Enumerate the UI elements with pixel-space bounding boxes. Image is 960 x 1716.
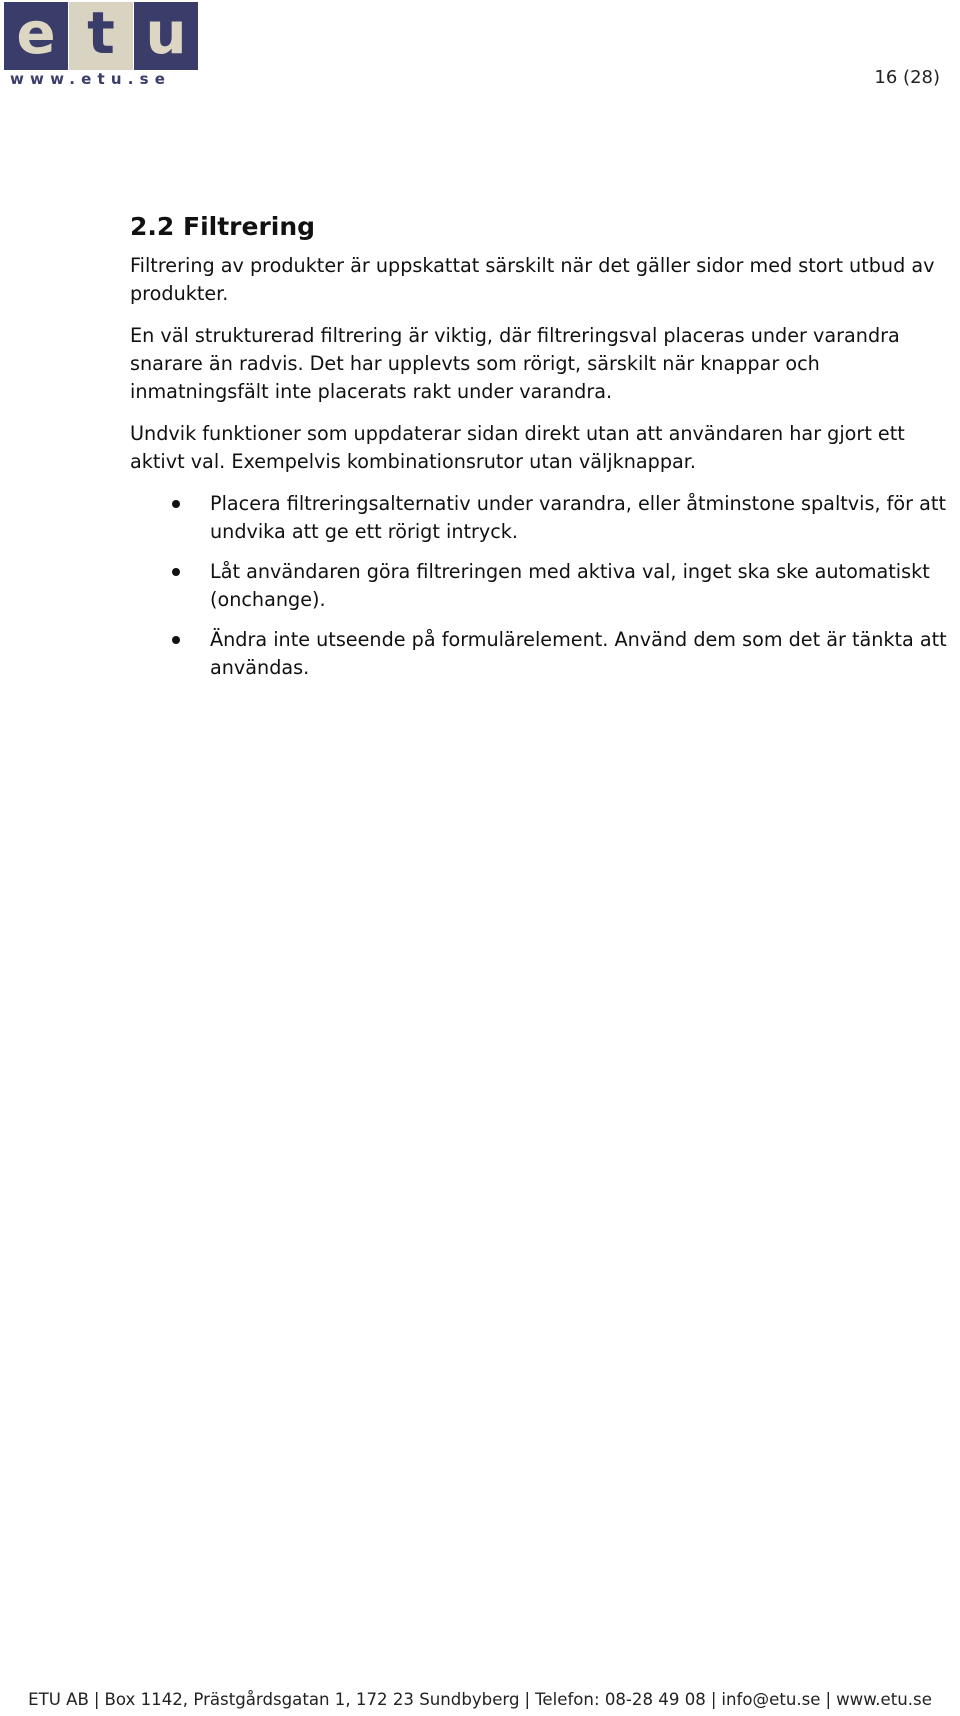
footer-email[interactable]: info@etu.se [721,1690,821,1709]
list-item [130,558,960,614]
bullet-icon [172,500,180,508]
footer-address: Box 1142, Prästgårdsgatan 1, 172 23 Sundbyberg [104,1690,520,1709]
footer-separator: | [524,1690,531,1709]
logo-letter-e: e [4,2,68,70]
list-item [130,490,960,546]
paragraph-intro: Filtrering av produkter är uppskattat särskilt när det gäller sidor med stort utbud av produkter. [130,254,935,305]
section-heading: 2.2 Filtrering [130,212,316,241]
footer-separator: | [710,1690,717,1709]
recommendation-list [130,490,960,682]
logo-letter-blocks [4,2,204,70]
list-item-text: Ändra inte utseende på formulärelement. Använd dem som det är tänkta att användas. [210,628,947,679]
list-item-text: Placera filtreringsalternativ under varandra, eller åtminstone spaltvis, för att undvika att ge ett rörigt intryck. [210,492,946,543]
etu-logo [4,2,204,88]
footer-separator: | [825,1690,832,1709]
list-item [130,626,960,682]
logo-url: www.etu.se [10,70,172,88]
list-item-text: Låt användaren göra filtreringen med aktiva val, inget ska ske automatiskt (onchange). [210,560,930,611]
bullet-icon [172,568,180,576]
footer-phone: Telefon: 08-28 49 08 [535,1690,706,1709]
logo-letter-t: t [69,2,133,70]
bullet-icon [172,636,180,644]
footer-company: ETU AB [28,1690,89,1709]
page-number: 16 (28) [874,67,940,88]
page-footer [0,1690,960,1709]
document-body [130,212,960,694]
logo-letter-u: u [134,2,198,70]
paragraph-structure: En väl strukturerad filtrering är viktig, där filtreringsval placeras under varandra snarare än radvis. Det har upplevts som rörigt, särskilt när knappar och inmatningsfält inte placerats rakt under varandra. [130,324,900,403]
footer-separator: | [93,1690,100,1709]
footer-website[interactable]: www.etu.se [836,1690,932,1709]
paragraph-avoid: Undvik funktioner som uppdaterar sidan direkt utan att användaren har gjort ett aktivt val. Exempelvis kombinationsrutor utan väljknappar. [130,422,905,473]
